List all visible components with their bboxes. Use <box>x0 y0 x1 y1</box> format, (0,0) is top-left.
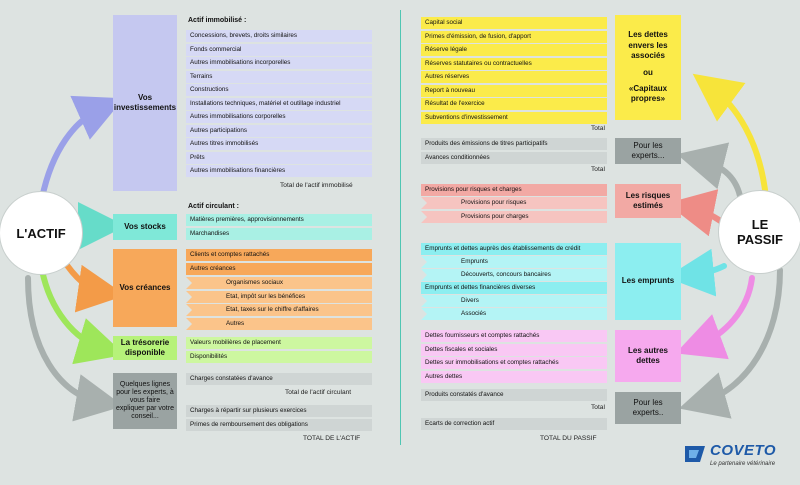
capitaux-ou: ou <box>643 67 653 77</box>
category-stocks: Vos stocks <box>113 214 177 240</box>
capitaux-row: Autres réserves <box>421 71 607 83</box>
immobilise-row: Autres immobilisations corporelles <box>186 111 372 123</box>
capitaux-line1: Les dettes envers les associés <box>628 30 668 61</box>
total-capitaux: Total <box>591 125 605 132</box>
creances-sub-row: Organismes sociaux <box>186 277 372 289</box>
experts-actif-row: Primes de remboursement des obligations <box>186 419 372 431</box>
total-experts-2: Total <box>591 404 605 411</box>
stocks-row: Marchandises <box>186 228 372 240</box>
tresorerie-row: Disponibilités <box>186 351 372 363</box>
immobilise-row: Installations techniques, matériel et outillage industriel <box>186 98 372 110</box>
capitaux-row: Réserves statutaires ou contractuelles <box>421 58 607 70</box>
actif-circulant-header: Actif circulant : <box>188 203 239 210</box>
immobilise-row: Autres immobilisations financières <box>186 165 372 177</box>
actif-immobilise-header: Actif immobilisé : <box>188 17 247 24</box>
capitaux-row: Réserve légale <box>421 44 607 56</box>
category-investissements: Vos investissements <box>113 15 177 191</box>
provisions-header-row: Provisions pour risques et charges <box>421 184 607 196</box>
autres-dettes-row: Dettes fiscales et sociales <box>421 344 607 356</box>
coveto-logo <box>683 440 791 476</box>
category-risques: Les risques estimés <box>615 184 681 218</box>
autres-dettes-row: Dettes sur immobilisations et comptes rattachés <box>421 357 607 369</box>
immobilise-row: Autres participations <box>186 125 372 137</box>
capitaux-row: Capital social <box>421 17 607 29</box>
coveto-logo-icon <box>683 442 707 466</box>
ecarts-row: Ecarts de correction actif <box>421 418 607 430</box>
tresorerie-row: Valeurs mobilières de placement <box>186 337 372 349</box>
creances-sub-row: Etat, impôt sur les bénéfices <box>186 291 372 303</box>
category-tresorerie: La trésorerie disponible <box>113 336 177 360</box>
emprunts-row: Emprunts <box>421 256 607 268</box>
category-experts-actif: Quelques lignes pour les experts, à vous faire expliquer par votre conseil... <box>113 373 177 429</box>
experts-passif-row: Avances conditionnées <box>421 152 607 164</box>
creances-row: Clients et comptes rattachés <box>186 249 372 261</box>
experts-passif-row: Produits des émissions de titres participatifs <box>421 138 607 150</box>
creances-row: Autres créances <box>186 263 372 275</box>
category-creances: Vos créances <box>113 249 177 327</box>
category-capitaux-propres <box>615 15 681 120</box>
capitaux-line2: «Capitaux propres» <box>628 83 668 104</box>
total-actif: TOTAL DE L'ACTIF <box>303 435 361 442</box>
total-actif-immobilise: Total de l'actif immobilisé <box>280 182 353 189</box>
coveto-logo-name: COVETO <box>710 442 777 459</box>
provisions-row: Provisions pour charges <box>421 211 607 223</box>
actif-circle: L'ACTIF <box>0 192 82 274</box>
emprunts-row: Associés <box>421 308 607 320</box>
category-autres-dettes: Les autres dettes <box>615 330 681 382</box>
provisions-row: Provisions pour risques <box>421 197 607 209</box>
total-actif-circulant: Total de l'actif circulant <box>285 389 352 396</box>
immobilise-row: Prêts <box>186 152 372 164</box>
creances-sub-row: Etat, taxes sur le chiffre d'affaires <box>186 304 372 316</box>
passif-circle: LE PASSIF <box>719 191 800 273</box>
experts-passif-row: Produits constatés d'avance <box>421 389 607 401</box>
category-experts-passif-1: Pour les experts... <box>615 138 681 164</box>
capitaux-row: Subventions d'investissement <box>421 112 607 124</box>
immobilise-row: Fonds commercial <box>186 44 372 56</box>
center-divider <box>400 10 401 445</box>
immobilise-row: Concessions, brevets, droits similaires <box>186 30 372 42</box>
experts-actif-row: Charges constatées d'avance <box>186 373 372 385</box>
emprunts-row: Emprunts et dettes financières diverses <box>421 282 607 294</box>
total-experts-1: Total <box>591 166 605 173</box>
capitaux-row: Primes d'émission, de fusion, d'apport <box>421 31 607 43</box>
category-emprunts: Les emprunts <box>615 243 681 320</box>
stocks-row: Matières premières, approvisionnements <box>186 214 372 226</box>
creances-sub-row: Autres <box>186 318 372 330</box>
immobilise-row: Autres titres immobilisés <box>186 138 372 150</box>
category-experts-passif-2: Pour les experts.. <box>615 392 681 424</box>
immobilise-row: Autres immobilisations incorporelles <box>186 57 372 69</box>
capitaux-row: Résultat de l'exercice <box>421 98 607 110</box>
emprunts-row: Découverts, concours bancaires <box>421 269 607 281</box>
capitaux-row: Report à nouveau <box>421 85 607 97</box>
emprunts-row: Divers <box>421 295 607 307</box>
total-passif: TOTAL DU PASSIF <box>540 435 597 442</box>
experts-actif-row: Charges à répartir sur plusieurs exercices <box>186 405 372 417</box>
emprunts-row: Emprunts et dettes auprès des établissements de crédit <box>421 243 607 255</box>
immobilise-row: Terrains <box>186 71 372 83</box>
immobilise-row: Constructions <box>186 84 372 96</box>
autres-dettes-row: Dettes fournisseurs et comptes rattachés <box>421 330 607 342</box>
autres-dettes-row: Autres dettes <box>421 371 607 383</box>
coveto-logo-tagline: Le partenaire vétérinaire <box>710 461 776 467</box>
